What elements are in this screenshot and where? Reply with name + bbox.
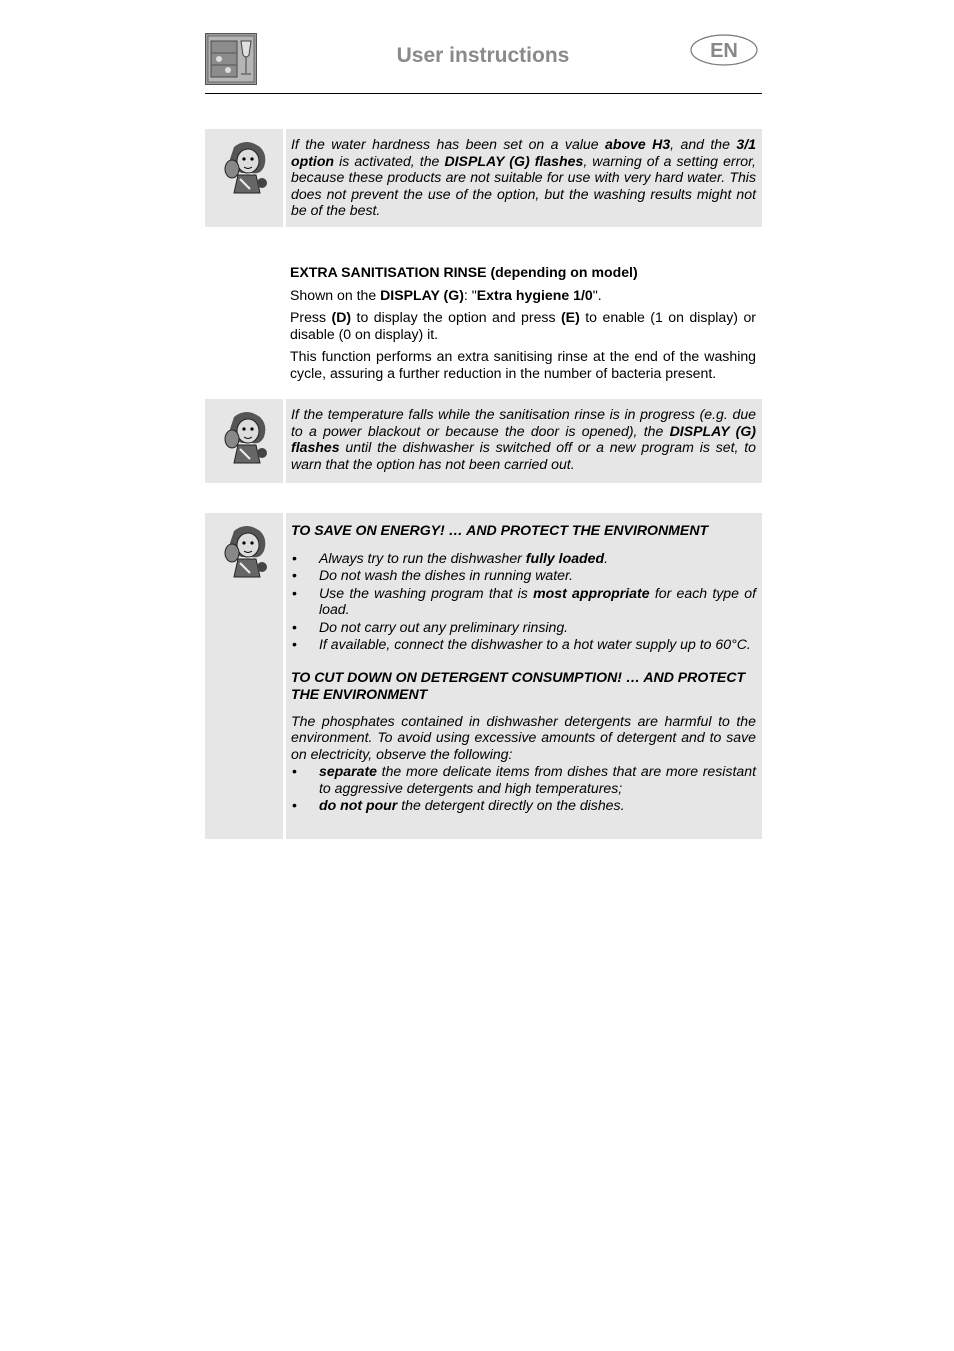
detergent-tips-list	[291, 763, 756, 814]
temperature-note	[205, 399, 762, 483]
page-title: User instructions	[396, 44, 570, 67]
mascot-icon	[220, 409, 272, 467]
list-item: • If available, connect the dishwasher to a hot water supply up to 60°C.	[291, 636, 756, 653]
detergent-heading: TO CUT DOWN ON DETERGENT CONSUMPTION! … AND PROTECT THE ENVIRONMENT	[291, 668, 746, 702]
extra-sanitisation-section	[290, 264, 756, 387]
language-badge	[690, 33, 758, 67]
note-text: If the water hardness has been set on a value above H3, and the 3/1 option is activated, the DISPLAY (G) flashes, warning of a setting error, because these products are not suitable for use with very hard water. This does not prevent the use of the option, but the washing results might not be of the best.	[286, 129, 762, 227]
list-item: • Do not carry out any preliminary rinsing.	[291, 619, 756, 636]
language-code: EN	[710, 40, 738, 62]
list-item: • Do not wash the dishes in running water.	[291, 567, 756, 584]
mascot-icon	[220, 523, 272, 581]
detergent-text: The phosphates contained in dishwasher detergents are harmful to the environment. To avoid using excessive amounts of detergent and to save on electricity, observe the following:	[291, 712, 756, 762]
note-icon-cell	[205, 513, 283, 839]
header-divider	[205, 93, 762, 94]
energy-heading: TO SAVE ON ENERGY! … AND PROTECT THE ENVIRONMENT	[291, 522, 709, 538]
note-icon-cell	[205, 129, 283, 227]
shown-on-display-text: Shown on the DISPLAY (G): "Extra hygiene 1/0".	[290, 286, 602, 303]
dishwasher-logo-icon	[205, 33, 257, 85]
function-description: This function performs an extra sanitising rinse at the end of the washing cycle, assuring a further reduction in the number of bacteria present.	[290, 348, 756, 381]
section-heading: EXTRA SANITISATION RINSE (depending on model)	[290, 264, 638, 280]
list-item: • Use the washing program that is most appropriate for each type of load.	[291, 585, 756, 618]
hardness-note	[205, 129, 762, 227]
mascot-icon	[220, 139, 272, 197]
note-icon-cell	[205, 399, 283, 483]
note-text: If the temperature falls while the sanitisation rinse is in progress (e.g. due to a power blackout or because the door is opened), the DISPLAY (G) flashes until the dishwasher is switched off or a new program is set, to warn that the option has not been carried out.	[286, 399, 762, 483]
list-item: • do not pour the detergent directly on the dishes.	[291, 797, 756, 814]
press-instructions-text: Press (D) to display the option and press (E) to enable (1 on display) or disable (0 on display) it.	[290, 309, 756, 342]
list-item: • separate the more delicate items from dishes that are more resistant to aggressive detergents and high temperatures;	[291, 763, 756, 796]
energy-tips-list	[291, 550, 756, 653]
environment-note	[205, 513, 762, 839]
note-text	[286, 513, 762, 839]
list-item: • Always try to run the dishwasher fully loaded.	[291, 550, 756, 567]
